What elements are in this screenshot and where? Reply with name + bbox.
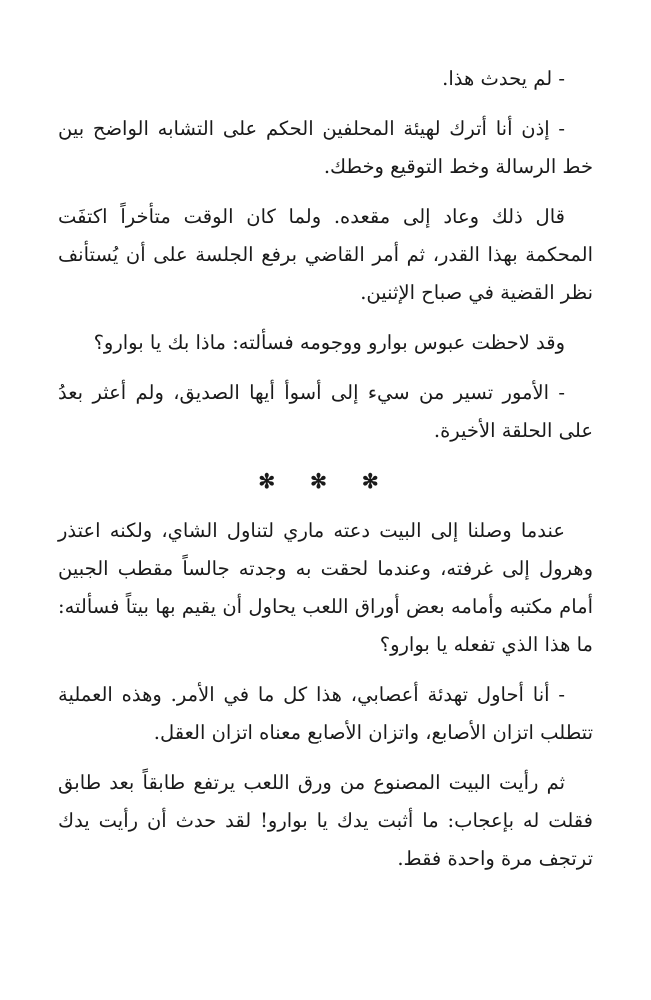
paragraph-last-link: - الأمور تسير من سيء إلى أسوأ أيها الصديق، ولم أعثر بعدُ على الحلقة الأخيرة. (58, 381, 593, 442)
paragraph-court-adjourned: قال ذلك وعاد إلى مقعده. ولما كان الوقت متأخراً اكتفَت المحكمة بهذا القدر، ثم أمر القاضي برفع الجلسة على أن يُستأنف نظر القضية في صباح الإثنين. (58, 205, 593, 304)
paragraph-card-house: عندما وصلنا إلى البيت دعته ماري لتناول الشاي، ولكنه اعتذر وهرول إلى غرفته، وعندما لحقت به وجدته جالساً مقطب الجبين أمام مكتبه وأمامه بعض أوراق اللعب يحاول أن يقيم بها بيتاً فسألته: ما هذا الذي تفعله يا بوارو؟ (58, 519, 593, 656)
book-page (58, 60, 593, 890)
paragraph-steady-hand: ثم رأيت البيت المصنوع من ورق اللعب يرتفع طابقاً بعد طابق فقلت له بإعجاب: ما أثبت يدك يا بوارو! لقد حدث أن رأيت يدك ترتجف مرة واحدة فقط. (58, 771, 593, 870)
paragraph-calming-nerves: - أنا أحاول تهدئة أعصابي، هذا كل ما في الأمر. وهذه العملية تتطلب اتزان الأصابع، واتزان الأصابع معناه اتزان العقل. (58, 683, 593, 744)
paragraph-dialogue-denial: - لم يحدث هذا. (442, 67, 565, 90)
section-separator: ✻ ✻ ✻ (258, 469, 393, 493)
paragraph-poirot-frown: وقد لاحظت عبوس بوارو ووجومه فسألته: ماذا بك يا بوارو؟ (93, 331, 565, 354)
paragraph-jury-handwriting: - إذن أنا أترك لهيئة المحلفين الحكم على التشابه الواضح بين خط الرسالة وخط التوقيع وخطك. (58, 117, 593, 178)
